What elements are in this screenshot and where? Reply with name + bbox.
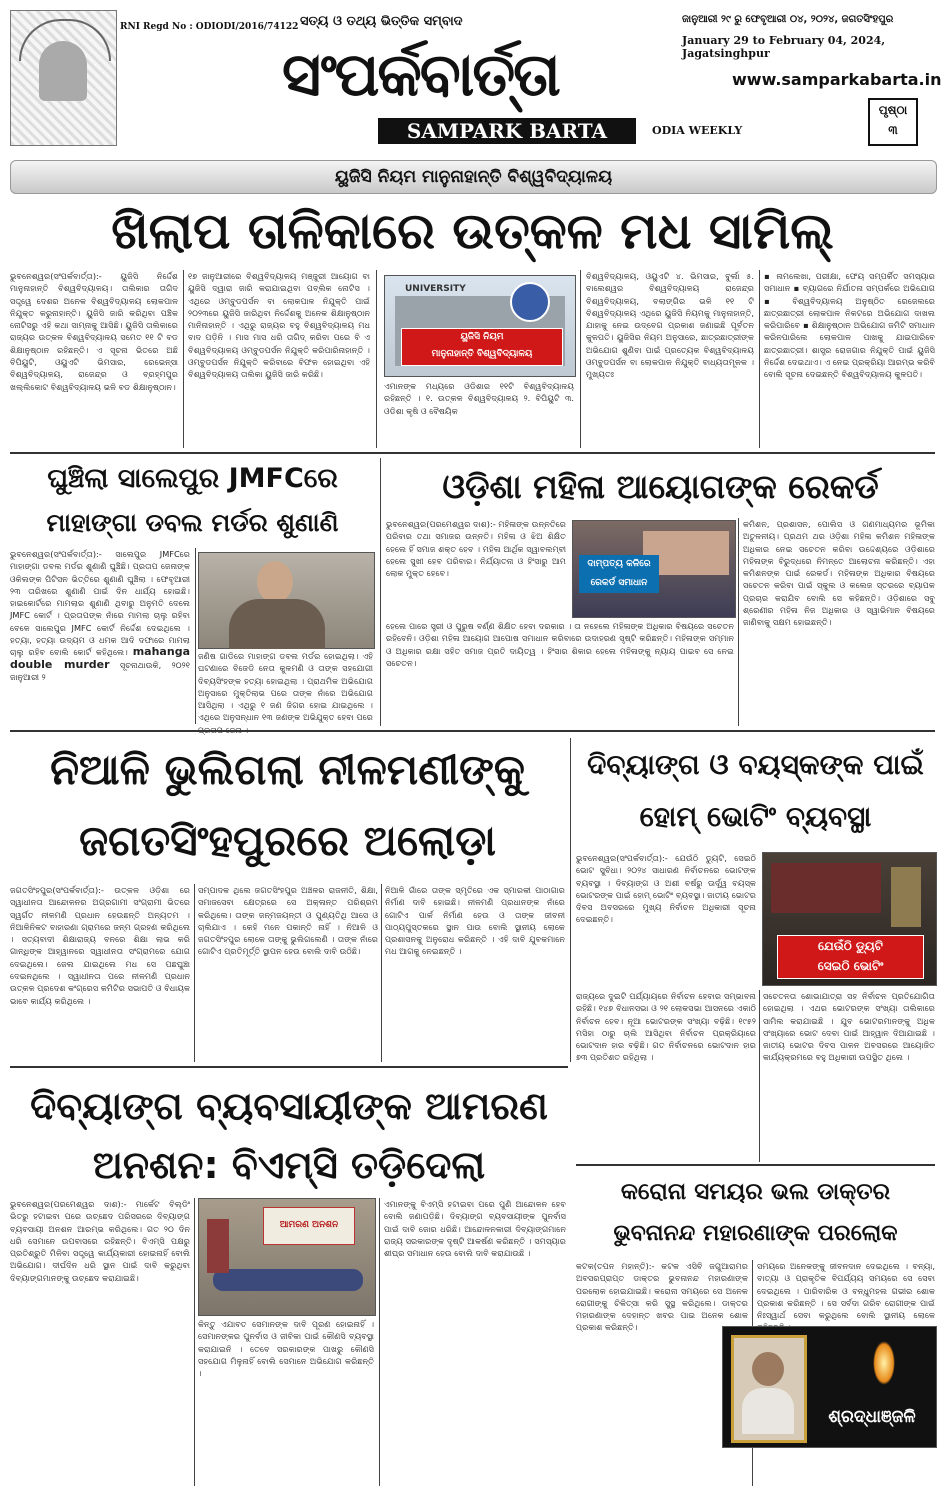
column-rule — [738, 518, 739, 726]
voters-day-event-photo — [762, 852, 937, 986]
story5-headline-line-1: ଦିବ୍ୟାଙ୍ଗ ଓ ବୟସ୍କଙ୍କ ପାଇଁ — [587, 748, 924, 781]
story5-column-3: ସଚେତନତା ଶୋଭାଯାତ୍ରା ସହ ନିର୍ବାଚନ ପ୍ରତିଯୋଗିତା ହୋଇଥିଲା । ଏଥର ଭୋଟରଙ୍କ ସଂଖ୍ୟା ତାଲିକାରେ ସାମିଲ କରାଯାଇଛି । ଯୁବ ଭୋଟରମାନଙ୍କୁ ଅଧିକ ସଂଖ୍ୟାରେ ଭୋଟ ଦେବା ପାଇଁ ଆହ୍ୱାନ ଦିଆଯାଇଛି । ଜାତୀୟ ଭୋଟର ଦିବସ ପାଳନ ଅବସରରେ ଆୟୋଜିତ କାର୍ଯ୍ୟକ୍ରମରେ ବହୁ ଅଧିକାରୀ ଉପସ୍ଥିତ ଥିଲେ । — [763, 991, 935, 1063]
university-sign: UNIVERSITY — [405, 284, 466, 294]
tribute-photo — [722, 1326, 937, 1448]
photo-caption-line-2: ମାନୁନାହାନ୍ତି ବିଶ୍ୱବିଦ୍ୟାଳୟ — [431, 349, 533, 359]
story5-column-1: ଭୁବନେଶ୍ୱର(ସଂପର୍କବାର୍ତ୍ତା):- ଯେଉଁଠି ଡ୍ୟୁଟି, ସେଇଠି ଭୋଟ ସୁବିଧା। ୨୦୨୪ ସାଧାରଣ ନିର୍ବାଚନରେ ଭୋଟଙ୍କ ବ୍ୟବସ୍ଥା । ଦିବ୍ୟାଙ୍ଗ ଓ ଅଶୀ ବର୍ଷରୁ ଊର୍ଦ୍ଧ୍ୱ ବୟସ୍କ ଭୋଟରଙ୍କ ପାଇଁ ହୋମ୍ ଭୋଟିଂ ବ୍ୟବସ୍ଥା। ଜାତୀୟ ଭୋଟର ଦିବସ ଅବସରରେ ମୁଖ୍ୟ ନିର୍ବାଚନ ଅଧିକାରୀ ସୂଚନା ଦେଇଛନ୍ତି। — [576, 853, 756, 925]
stage-officials-shape — [771, 863, 881, 913]
page-number-box — [868, 98, 918, 146]
story6-headline-line-2: ଅନଶନ: ବିଏମ୍‌ସି ତଡ଼ିଦେଲା — [92, 1143, 486, 1187]
story6-column-1: ଭୁବନେଶ୍ୱର(ପରମେଶ୍ୱର ଦାଶ):- ମାର୍କେଟ ବିଲ୍ଡିଂ ଭିତରୁ ହଟାଇବା ପରେ ଉଚ୍ଛେଦ ପରିସରରେ ଦିବ୍ୟାଙ୍ଗ ବ୍ୟବସାୟୀ ଅନଶନ ଆରମ୍ଭ କରିଥିଲେ। ଗତ ୨୦ ଦିନ ଧରି ସେମାନେ ଉପବାସରେ ରହିଛନ୍ତି। ବିଏମ୍‌ସି ପକ୍ଷରୁ ପ୍ରତିଶ୍ରୁତି ମିଳିବା ସତ୍ତ୍ୱେ କାର୍ଯ୍ୟକାରୀ ହୋଇନାହିଁ ବୋଲି ଅଭିଯୋଗ। ଦୀର୍ଘଦିନ ଧରି ସ୍ଥାନ ପାଇଁ ଦାବି କରୁଥିବା ଦିବ୍ୟାଙ୍ଗମାନଙ୍କୁ ଉଚ୍ଛେଦ କରାଯାଇଛି। — [10, 1199, 190, 1283]
story6-column-3: ଏମାନଙ୍କୁ ବିଏମ୍‌ସି ହଟାଇବା ପରେ ପୁଣି ଆନ୍ଦୋଳନ ହେବ ବୋଲି ଜଣାପଡ଼ିଛି। ଦିବ୍ୟାଙ୍ଗ ବ୍ୟବସାୟୀଙ୍କ ପୁନର୍ବାସ ପାଇଁ ଦାବି ଜୋର ଧରିଛି। ଆନ୍ଦୋଳନକାରୀ ଦିବ୍ୟାଙ୍ଗମାନେ ରାଜ୍ୟ ସରକାରଙ୍କ ଦୃଷ୍ଟି ଆକର୍ଷଣ କରିଛନ୍ତି । ସମସ୍ୟାର ଶୀଘ୍ର ସମାଧାନ ହେଉ ବୋଲି ଦାବି କରାଯାଉଛି । — [384, 1199, 566, 1259]
person-body-shape — [229, 599, 325, 649]
column-rule — [580, 270, 581, 448]
section-divider — [10, 730, 935, 732]
photo-caption-line-1: ଯେଉଁଠି ଡ୍ୟୁଟି — [818, 939, 883, 953]
column-rule — [759, 990, 760, 1162]
portrait-frame — [731, 1335, 807, 1443]
person-head-shape — [257, 561, 293, 603]
story6-headline-line-1: ଦିବ୍ୟାଙ୍ଗ ବ୍ୟବସାୟୀଙ୍କ ଆମରଣ — [30, 1084, 548, 1128]
story2-column-1-text: ଭୁବନେଶ୍ୱର(ସଂପର୍କବାର୍ତ୍ତା):- ସାଲେପୁର JMFCରେ ମାହାଙ୍ଗା ଡବଲ ମର୍ଡର ଶୁଣାଣି ଘୁଞ୍ଚିଛି। ପ୍ରତାପ ଜେନାଙ୍କ ଓକିଲଙ୍କ ପିଟିସନ ଭିତ୍ତିରେ ଶୁଣାଣି ଘୁଞ୍ଚିଲା । ଫେବୃଆରୀ ୨୩ ତାରିଖରେ ଶୁଣାଣି ପାଇଁ ଦିନ ଧାର୍ଯ୍ୟ ହୋଇଛି। ହାଇକୋର୍ଟରେ ମାମଲାର ଶୁଣାଣି ଥିବାରୁ ଅନୁମତି ଦେଲେ JMFC କୋର୍ଟ । ପ୍ରତାପଙ୍କ ନାଁରେ ମାମଲା ଚାଲୁ ରହିବା ବେଳେ ସାଲେପୁର JMFC କୋର୍ଟ ନିର୍ଦ୍ଦେଶ ଦେଇଥିଲେ । ହତ୍ୟା, ହତ୍ୟା ଉଦ୍ୟମ ଓ ଧମକ ଆଦି ଦଫାରେ ମାମଲା ଚାଲୁ ରହିବ ବୋଲି କୋର୍ଟ କହିଥିଲେ। — [10, 549, 190, 658]
photo-caption-line-2: ସେଇଠି ଭୋଟିଂ — [817, 959, 884, 973]
masthead — [0, 0, 945, 150]
tagline: ସତ୍ୟ ଓ ତଥ୍ୟ ଭିତ୍ତିକ ସମ୍ବାଦ — [300, 14, 463, 29]
story2-column-1-tail: ସୂଚନାଥାଉକି, ୨୦୨୧ ଜାନୁଆରୀ ୨ — [10, 659, 190, 682]
story7-column-2-top: ସମୟରେ ଅନେକଙ୍କୁ ଜୀବନଦାନ ଦେଇଥିଲେ । ବନ୍ୟା, ବାତ୍ୟା ଓ ପ୍ରାକୃତିକ ବିପର୍ଯ୍ୟୟ ସମୟରେ ସେ ସେବା ଦେଇଥିଲେ । ପାରିବାରିକ ଓ ବନ୍ଧୁମହଲ ଗଭୀର ଶୋକ ପ୍ରକାଶ କରିଛନ୍ତି । ସେ ସର୍ବଦା ଗରିବ ରୋଗୀଙ୍କ ପାଇଁ ନିଃସ୍ୱାର୍ଥ ସେବା କରୁଥିଲେ ବୋଲି ସ୍ଥାନୀୟ ଲୋକେ — [757, 1261, 935, 1321]
story1-headline: ଖିଲାପ ତାଳିକାରେ ଉତ୍କଳ ମଧ ସାମିଲ୍ — [111, 202, 834, 260]
column-rule — [759, 270, 760, 448]
section-divider — [576, 1164, 935, 1166]
story4-column-1: ଜଗତସିଂହପୁର(ସଂପର୍କବାର୍ତ୍ତା):- ଉତ୍କଳ ଓଡ଼ିଶା ରେ ସ୍ୱାଧୀନତା ଆନ୍ଦୋଳନର ଅଗ୍ରଗାମୀ ସଂଗ୍ରାମୀ ଭିତରେ ସ୍ୱର୍ଗତ ନୀଳମଣି ପ୍ରଧାନ ହେଉଛନ୍ତି ଅନ୍ୟତମ । ନିଆଳିନିକଟ ବାହାରଣା ଗ୍ରାମରେ ଜନ୍ମ ଗ୍ରହଣ କରିଥିଲେ । ସତ୍ୟବାଦୀ ଶିକ୍ଷାରାଜ୍ୟ ବନରେ ଶିକ୍ଷା ଲାଭ କରି ଗାନ୍ଧିଙ୍କ ଆହ୍ୱାନରେ ସ୍ୱାଧୀନତା ସଂଗ୍ରାମରେ ଯୋଗ ଦେଇଥିଲେ। ଜେଲ ଯାଇଥିଲେ ମଧ ସେ ପଛଘୁଞ୍ଚା ଦେଇନଥିଲେ । ସ୍ୱାଧୀନତା ପରେ ନୀଳମଣି ପ୍ରଧାନ ଉତ୍କଳ ପ୍ରଦେଶ କଂଗ୍ରେସ କମିଟିର ସଭାପତି ଓ ବିଧାୟକ ଭାବେ କାର୍ଯ୍ୟ କରିଥିଲେ । — [10, 885, 190, 1006]
story5-headline-line-2: ହୋମ୍ ଭୋଟିଂ ବ୍ୟବସ୍ଥା — [639, 800, 872, 833]
story2-column-2: ଜଣିଷ ଗାଡିରେ ମାହାଙ୍ଗ ଡବଲ ମର୍ଡର ହୋଇଥିଲା। ଏହି ଘଟଣାରେ ବିଜେଡି ନେତା କୁଳମଣି ଓ ତାଙ୍କ ସହଯୋଗୀ ଦିବ୍ୟସିଂହଙ୍କ ହତ୍ୟା ହୋଇଥିଲା । ପ୍ରାଥମିକ ଅଭିଯୋଗ ଅନୁସାରେ ମୁକ୍ତିଲାଭ ପରେ ତାଙ୍କ ନାଁରେ ଅଭିଯୋଗ ଆସିଥିଲା । ଏଥିରୁ ୧ ଜଣ ଜିଗର ହୋଇ ଯାଇଥିଲେ । ଏଥିରେ ଅନୁସନ୍ଧାନ ୧୩ ଜଣଙ୍କ ଅଭିଯୁକ୍ତ ହେବା ପରେ — [198, 651, 373, 723]
story4-column-3: ନିଆଳି ଗାଁରେ ତାଙ୍କ ସ୍ମୃତିରେ ଏକ ସ୍ମାରକୀ ପାଠାଗାର ନିର୍ମାଣ ଦାବି ହୋଇଛି। ନୀଳମଣି ପ୍ରଧାନଙ୍କ ନାଁରେ ଗୋଟିଏ ପାର୍କ ନିର୍ମାଣ ହେଉ ଓ ତାଙ୍କ ଜୀବନୀ ପାଠ୍ୟପୁସ୍ତକରେ ସ୍ଥାନ ପାଉ ବୋଲି ସ୍ଥାନୀୟ ଲୋକେ ପ୍ରଶାସନକୁ ଅନୁରୋଧ କରିଛନ୍ତି । ଏହି ଦାବି ଯୁବକମାନେ ମଧ ଆଗକୁ ନେଇଛନ୍ତି । — [385, 885, 565, 957]
story1-column-2: ୧୭ ଜାନୁଆରୀରେ ବିଶ୍ୱବିଦ୍ୟାଳୟ ମଞ୍ଜୁରୀ ଆୟୋଗ ବା ୟୁଜିସି ଦ୍ୱାରା ଜାରି କରାଯାଇଥିବା ପବ୍ଲିକ ନୋଟିସ । ଏଥିରେ ଓମ୍ବୁଡପର୍ସନ ବା ଲୋକପାଳ ନିଯୁକ୍ତି ପାଇଁ ୨୦୨୩ରେ ୟୁଜିସି ଜାରିଥିବା ନିର୍ଦ୍ଦେଶକୁ ଅନେକ ଶିକ୍ଷାନୁଷ୍ଠାନ ମାନିନାହାନ୍ତି । ଏଥିରୁ ରାଜ୍ୟର ବହୁ ବିଶ୍ୱବିଦ୍ୟାଳୟ ମଧ ବାଦ ପଡ଼ିନି । ମାସ ମାସ ଧରି ତାଗିଦ୍ କରିବା ପରେ ବି ଏ ବିଶ୍ୱବିଦ୍ୟାଳୟ ଓମ୍ବୁଡପର୍ସନ ନିଯୁକ୍ତି କରିପାରିନାହାନ୍ତି । ଓମ୍ବୁଡପର୍ସନ ନିଯୁକ୍ତି କରିବାରେ ବିଫଳ ହୋଇଥିବା ଏହି ବିଶ୍ୱବିଦ୍ୟାଳୟ ତାଲିକା ୟୁଜିସି ଜାରି କରିଛି। — [188, 271, 370, 380]
section-divider — [10, 1066, 568, 1068]
deity-emblem-image — [10, 10, 117, 146]
newspaper-title: ସଂପର୍କବାର୍ତ୍ତା — [282, 40, 559, 110]
edition-label: ODIA WEEKLY — [652, 124, 743, 137]
story7-headline-line-2: ଭୁବନାନନ୍ଦ ମହାରଣାଙ୍କ ପରଲୋକ — [613, 1221, 898, 1246]
story2-column-1 — [10, 548, 190, 724]
story7-column-1: କଟକ(ତପନ ମହାନ୍ତି):- କଟକ ଏସିବି ଜଗୁଆରାମର ଅବସରପ୍ରାପ୍ତ ଡାକ୍ତର ଭୁବନାନନ୍ଦ ମହାରଣାଙ୍କ ପରଲୋକ ହୋଇଯାଇଛି। କରୋନା ସମୟରେ ସେ ଅନେକ ରୋଗୀଙ୍କୁ ଚିକିତ୍ସା କରି ସୁସ୍ଥ କରିଥିଲେ। ଡାକ୍ତର ମହାରଣାଙ୍କ ଦେହାନ୍ତ ଖବର ପାଇ ଅନେକ ଶୋକ ପ୍ରକାଶ କରିଛନ୍ତି। — [576, 1261, 748, 1333]
section-divider — [10, 452, 935, 454]
story1-column-5: ▪ ନାମଲେଖା, ପରୀକ୍ଷା, ଫେୟ ସମ୍ପର୍କିତ ସମସ୍ୟାର ସମାଧାନ ▪ ବ୍ୟାଗରେ ନିର୍ଯାତନା ସମ୍ପର୍କରେ ଅଭିଯୋଗ ▪ ବିଶ୍ୱବିଦ୍ୟାଳୟ ଅନୁଷ୍ଠିତ ରେଜେଲରେ ଛାତ୍ରଛାତ୍ରୀ ଲୋକପାଳ ନିକଟରେ ଅଭିଯୋଗ ଦାଖଲ କରିପାରିବେ ▪ ଶିକ୍ଷାନୁଷ୍ଠାନ ଅଭିଯୋଗ ଜମିଟି ସମାଧାନ କରିନପାରିଲେ ଲୋକପାଳ ପାଖକୁ ଯାଇପାରିବେ ଛାତ୍ରଛାତ୍ରୀ। ଶାସ୍ତ୍ର ରୋଜଗାର ନିଯୁକ୍ତି ପାଇଁ ୟୁଜିସି ନିର୍ଦ୍ଦେଶ ଦେଇଥାଏ। ଏ ନେଇ ପ୍ରକ୍ରିୟା ଆରମ୍ଭ କରିବି ବୋଲି ସୂଚନା ଦେଇଛନ୍ତି ବିଶ୍ୱବିଦ୍ୟାଳୟ କୁଳପତି। — [764, 271, 935, 380]
column-rule — [380, 458, 381, 726]
issue-date-english: January 29 to February 04, 2024, Jagatsinghpur — [682, 34, 886, 60]
politician-photo — [198, 552, 375, 649]
story2-headline-line-1: ଘୁଞ୍ଚିଲା ସାଲେପୁର JMFCରେ — [47, 463, 338, 494]
rni-number: RNI Regd No : ODIODI/2016/74122 — [120, 22, 299, 32]
protesters-lying-shape — [213, 1269, 363, 1291]
page-number: ୩ — [888, 123, 898, 137]
photo-caption-line-1: ୟୁଜିସି ନିୟମ — [460, 332, 504, 342]
story2-headline-line-2: ମାହାଙ୍ଗା ଡବଲ ମର୍ଡର ଶୁଣାଣି — [46, 508, 339, 537]
section-banner: ୟୁଜିସି ନିୟମ ମାନୁନାହାନ୍ତି ବିଶ୍ୱବିଦ୍ୟାଳୟ — [10, 160, 937, 194]
issue-date-odia: ଜାନୁଆରୀ ୨୯ ରୁ ଫେବୃଆରୀ ୦୪, ୨୦୨୪, ଜଗତସିଂହପୁର — [682, 14, 894, 25]
commission-meeting-photo — [572, 520, 736, 618]
story2-english-tag: mahanga double murder — [10, 645, 190, 671]
website-link[interactable]: www.samparkabarta.in — [732, 70, 942, 89]
photo-caption: ଦାମ୍ପତ୍ୟ କଳିରେ ରେକର୍ଡ ସମାଧାନ — [579, 555, 659, 593]
story4-headline-line-2: ଜଗତସିଂହପୁରରେ ଅଲୋଡ଼ା — [79, 816, 496, 865]
story3-headline: ଓଡ଼ିଶା ମହିଳା ଆୟୋଗଙ୍କ ରେକର୍ଡ — [442, 467, 879, 506]
column-rule — [194, 1198, 195, 1486]
column-rule — [379, 1198, 380, 1486]
newspaper-title-english: SAMPARK BARTA — [378, 118, 636, 144]
story4-column-2: ସମ୍ପାଦକ ଥିଲେ ଜଗତସିଂହପୁର ଅଞ୍ଚଳର ରାଜନୀତି, ଶିକ୍ଷା, ସମାଜସେବା କ୍ଷେତ୍ରରେ ସେ ଅକ୍ଳାନ୍ତ ପରିଶ୍ରମ କରିଥିଲେ। ତାଙ୍କ ଜନ୍ମଜୟନ୍ତୀ ଓ ପୁଣ୍ୟତିଥି ଆସେ ଓ ଚାଲିଯାଏ । କେହି ମନେ ପକାନ୍ତି ନାହିଁ । ନିଆଳି ଓ ଜଗତସିଂହପୁର ଲୋକେ ତାଙ୍କୁ ଭୁଲିଗଲେଣି । ତାଙ୍କ ନାଁରେ ଗୋଟିଏ ପ୍ରତିମୂର୍ତ୍ତି ସ୍ଥାପନ ହେଉ ବୋଲି ଦାବି ଉଠିଛି। — [198, 885, 378, 957]
story3-column-2: ହେଲେ ପାରେ ସ୍ତ୍ରୀ ଓ ପୁରୁଷ ବର୍ଣ୍ଣ ଶିକ୍ଷିତ ହେବା ଦରକାର । ତା ନହେଲେ ମହିଳାଙ୍କ ଅଧିକାର ବିଷୟରେ ସଚେତନ ରହିବେନି। ଓଡ଼ିଶା ମହିଳା ଆୟୋଗ ଆପୋଷ ସମାଧାନ କରିବାରେ ଉଦାହରଣ ସୃଷ୍ଟି କରିଛନ୍ତି। ମହିଳାଙ୍କ ସମ୍ମାନ ଓ ଅଧିକାର ରକ୍ଷା ସହିତ ସମାଜ ପ୍ରତି ଦାୟିତ୍ୱ । ହିଂସାର ଶିକାର ହେଲେ ମହିଳାଙ୍କୁ ନ୍ୟାୟ ପାଇବ ସେ ନେଇ ସଚେତନ। — [386, 621, 734, 668]
column-rule — [381, 884, 382, 1062]
story1-column-4: ବିଶ୍ୱବିଦ୍ୟାଳୟ, ଓୟୁଏଟି ୪. ଭିମସାର, ବୁର୍ଲା ୫. ବାଲେଶ୍ୱର ବିଶ୍ୱବିଦ୍ୟାଳୟ ରାଜେନ୍ଦ୍ର ବିଶ୍ୱବିଦ୍ୟାଳୟ, ବଲାଙ୍ଗିର ଭଳି ୧୧ ଟି ବିଶ୍ୱବିଦ୍ୟାଳୟ ଏଥିରେ ୟୁଜିସି ନିୟମକୁ ମାନୁନାହାନ୍ତି, ଯାହାକୁ ନେଇ ଉଦ୍ବେଗ ପ୍ରକାଶ ଜଣାଇଛି ପୂର୍ବତନ କୁଳପତି। ୟୁଜିସିର ନିୟମ ଅନୁସାରେ, ଛାତ୍ରଛାତ୍ରୀଙ୍କ ଅଭିଯୋଗ ଶୁଣିବା ପାଇଁ ପ୍ରତ୍ୟେକ ବିଶ୍ୱବିଦ୍ୟାଳୟ ଓମ୍ବୁଡପର୍ସନ ବା ଲୋକପାଳ ନିଯୁକ୍ତି ବାଧ୍ୟତାମୂଳକ । ମୁଖ୍ୟତଃ — [586, 271, 754, 380]
university-building-photo — [384, 275, 576, 377]
story1-column-3: ଏମାନଙ୍କ ମଧ୍ୟରେ ଓଡିଶାର ୧୧ଟି ବିଶ୍ୱବିଦ୍ୟାଳୟ ରହିଛନ୍ତି । ୧. ଉତ୍କଳ ବିଶ୍ୱବିଦ୍ୟାଳୟ ୨. ବିପିୟୁଟି ୩. ଓଡିଶା କୃଷି ଓ ବୈଷୟିକ — [384, 381, 574, 416]
column-rule — [570, 738, 571, 1062]
lamp-flame-icon — [873, 1341, 895, 1385]
story1-column-1: ଭୁବନେଶ୍ୱର(ସଂପର୍କବାର୍ତ୍ତା):- ୟୁଜିସି ନିର୍ଦ୍ଦେଶ ମାନୁନାହାନ୍ତି ବିଶ୍ୱବିଦ୍ୟାଳୟ। ତାଲିକାର ତାଗିଦ ସତ୍ତ୍ୱେ ଦେଶର ଅନେକ ବିଶ୍ୱବିଦ୍ୟାଳୟ ଲୋକପାଳ ନିଯୁକ୍ତ କରୁନାହାନ୍ତି। ୟୁଜିସି ଜାରି କରିଥିବା ପଞ୍ଚିକ ନୋଟିସରୁ ଏହି କଥା ସାମ୍ନାକୁ ଆସିଛି। ୟୁଜିସି ତାଲିକାରେ ରାଜ୍ୟର ଉତ୍କଳ ବିଶ୍ୱବିଦ୍ୟାଳୟ ସମେତ ୧୧ ଟି ବଡ ଶିକ୍ଷାନୁଷ୍ଠାନ ରହିଛନ୍ତି। ଏ ସୂଚନା ଭିତରେ ଅଛି ବିପିୟୁଟି, ଓୟୁଏଟି ଭିମସାର, ରେଭେନ୍ସା ବିଶ୍ୱବିଦ୍ୟାଳୟ, ରାଜେନ୍ଦ୍ର ଓ ବ୍ରହ୍ମପୁର ଖଲ୍ଲିକୋଟ ବିଶ୍ୱବିଦ୍ୟାଳୟ ଭଳି ବଡ ଶିକ୍ଷାନୁଷ୍ଠାନ। — [10, 271, 178, 392]
deity-figure-shape — [39, 41, 87, 101]
tribute-caption: ଶ୍ରଦ୍ଧାଞ୍ଜଳି — [828, 1407, 916, 1427]
column-rule — [194, 884, 195, 1062]
portrait-head-shape — [752, 1352, 784, 1386]
story5-column-2: ରାଜ୍ୟରେ ଦୁଇଟି ପର୍ଯ୍ୟାୟରେ ନିର୍ବାଚନ ହେବାର ସମ୍ଭାବନା ରହିଛି। ୧୪୭ ବିଧାନସଭା ଓ ୨୧ ଲୋକସଭା ଆସନରେ ଏକାଠି ନିର୍ବାଚନ ହେବ। ନୂଆ ଭୋଟରଙ୍କ ସଂଖ୍ୟା ବଢ଼ିଛି। ୧୯୫୨ ମସିହା ଠାରୁ ଚାଲି ଆସିଥିବା ନିର୍ବାଚନ ପ୍ରକ୍ରିୟାରେ ଭୋଟଦାନ ହାର ବଢ଼ିଛି। ଗତ ନିର୍ବାଚନରେ ଭୋଟଦାନ ହାର ୭୩ ପ୍ରତିଶତ ରହିଥିଲା । — [576, 991, 756, 1063]
standing-officer-shape — [891, 867, 921, 927]
column-rule — [195, 548, 196, 724]
story3-column-1: ଭୁବନେଶ୍ୱର(ପରମେଶ୍ୱର ଦାଶ):- ମହିଳାଙ୍କ ଉନ୍ନତିରେ ପରିବାର ତଥା ସମାଜର ଉନ୍ନତି। ମହିଳା ଓ ଝିଅ ଶିକ୍ଷିତ ହେଲେ ହିଁ ସମାଜ ଶକ୍ତ ହେବ । ମହିଳା ଆର୍ଥିକ ସ୍ୱାବଲମ୍ବୀ ହେଲେ ସୁଖୀ ହେବ ପରିବାର। ନିର୍ଯ୍ୟାତନା ଓ ହିଂସାରୁ ଆମ ଲୋକ ମୁକ୍ତ ହେବେ। — [386, 519, 566, 579]
story6-column-2: କିନ୍ତୁ ଏଯାବତ ସେମାନଙ୍କ ଦାବି ପୂରଣ ହୋଇନାହିଁ । ସେମାନଙ୍କର ପୁନର୍ବାସ ଓ ଜୀବିକା ପାଇଁ କୌଣସି ବ୍ୟବସ୍ଥା କରାଯାଇନି । ତେବେ ସରକାରଙ୍କ ପାଖରୁ କୌଣସି ସହଯୋଗ ମିଳୁନାହିଁ ବୋଲି ସେମାନେ ଅଭିଯୋଗ କରିଛନ୍ତି । — [198, 1319, 374, 1379]
story3-column-3: କମିଶନ, ପ୍ରଶାସନ, ପୋଲିସ ଓ ଗଣମାଧ୍ୟମର ଭୂମିକା ଅତୁଳନୀୟ। ପ୍ରଥମ ଥର ଓଡ଼ିଶା ମହିଳା କମିଶନ ମହିଳାଙ୍କ ଅଧିକାର ନେଇ ସଚେତନ କରିବା ଉଦ୍ଦେଶ୍ୟରେ ଓଡ଼ିଶାରେ ମହିଳାଙ୍କ ବିରୁଦ୍ଧରେ ନିମନ୍ତେ ଆଲୋଚନା କରିଛନ୍ତି। ଏହା କମିଶନଙ୍କ ପାଇଁ ରେକର୍ଡ। ମହିଳାଙ୍କ ଅଧିକାର ବିଷୟରେ ସଚେତନ କରିବା ପାଇଁ ସ୍କୁଲ ଓ କଲେଜ ସ୍ତରରେ ବ୍ୟାପକ ପ୍ରଚାର କରାଯିବ ବୋଲି ସେ କହିଛନ୍ତି। ଓଡ଼ିଶାରେ ସବୁ ଶ୍ରେଣୀର ମହିଳା ନିଜ ଅଧିକାର ଓ ସ୍ୱାଭିମାନ ବିଷୟରେ ଜାଣିବାକୁ ସକ୍ଷମ ହୋଇଛନ୍ତି। — [743, 519, 935, 628]
protest-banner: ଆମରଣ ଅନଶନ — [263, 1207, 355, 1245]
photo-caption — [777, 935, 924, 979]
hunger-strike-photo — [198, 1198, 376, 1316]
page-label: ପୃଷ୍ଠା — [878, 103, 908, 117]
column-rule — [376, 270, 377, 448]
photo-caption — [401, 328, 563, 366]
ugc-logo-icon — [510, 282, 550, 322]
standing-person-shape — [207, 1219, 229, 1273]
story4-headline-line-1: ନିଆଳି ଭୁଲିଗଲା ନୀଳମଣୀଙ୍କୁ — [50, 745, 525, 794]
story7-headline-line-1: କରୋନା ସମୟର ଭଲ ଡାକ୍ତର — [620, 1179, 891, 1205]
portrait-body-shape — [742, 1388, 794, 1434]
column-rule — [183, 270, 184, 448]
